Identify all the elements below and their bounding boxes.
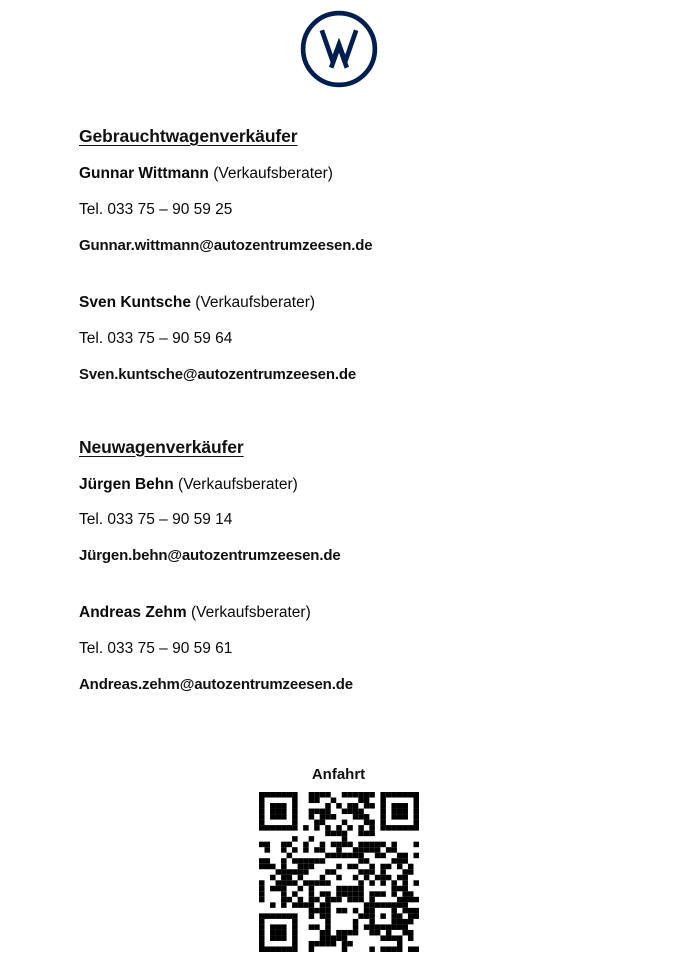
person-name: Gunnar Wittmann <box>79 165 209 182</box>
person-name-line <box>79 294 639 312</box>
contact-person <box>79 294 639 383</box>
person-phone: Tel. 033 75 – 90 59 61 <box>79 640 233 658</box>
contact-person <box>79 604 639 693</box>
person-role: (Verkaufsberater) <box>208 165 333 182</box>
contact-person <box>79 476 639 565</box>
person-role: (Verkaufsberater) <box>173 475 298 493</box>
person-name-line <box>79 476 639 494</box>
contact-content <box>79 126 639 703</box>
spacer <box>79 393 639 437</box>
anfahrt-section <box>0 766 677 952</box>
person-role: (Verkaufsberater) <box>190 293 316 311</box>
person-name: Sven Kuntsche <box>79 293 191 311</box>
person-phone: Tel. 033 75 – 90 59 14 <box>79 511 233 529</box>
person-phone: Tel. 033 75 – 90 59 25 <box>79 200 233 218</box>
person-name-line <box>79 165 639 183</box>
section-heading-neuwagen: Neuwagenverkäufer <box>79 436 244 457</box>
person-name: Andreas Zehm <box>79 604 187 622</box>
logo-container <box>0 10 677 88</box>
person-email[interactable]: Jürgen.behn@autozentrumzeesen.de <box>79 547 341 565</box>
person-name-line <box>79 604 639 622</box>
section-heading-gebrauchtwagen: Gebrauchtwagenverkäufer <box>79 126 298 146</box>
person-role: (Verkaufsberater) <box>186 604 311 622</box>
person-name: Jürgen Behn <box>79 475 174 493</box>
contact-person <box>79 165 639 254</box>
anfahrt-title: Anfahrt <box>311 766 366 783</box>
person-email[interactable]: Gunnar.wittmann@autozentrumzeesen.de <box>79 236 373 254</box>
person-email[interactable]: Sven.kuntsche@autozentrumzeesen.de <box>79 365 357 383</box>
anfahrt-qr-code[interactable] <box>255 792 423 952</box>
qr-container <box>0 792 677 952</box>
volkswagen-logo <box>300 10 378 88</box>
spacer <box>79 574 639 604</box>
person-phone: Tel. 033 75 – 90 59 64 <box>79 329 233 347</box>
person-email[interactable]: Andreas.zehm@autozentrumzeesen.de <box>79 676 353 694</box>
spacer <box>79 264 639 294</box>
